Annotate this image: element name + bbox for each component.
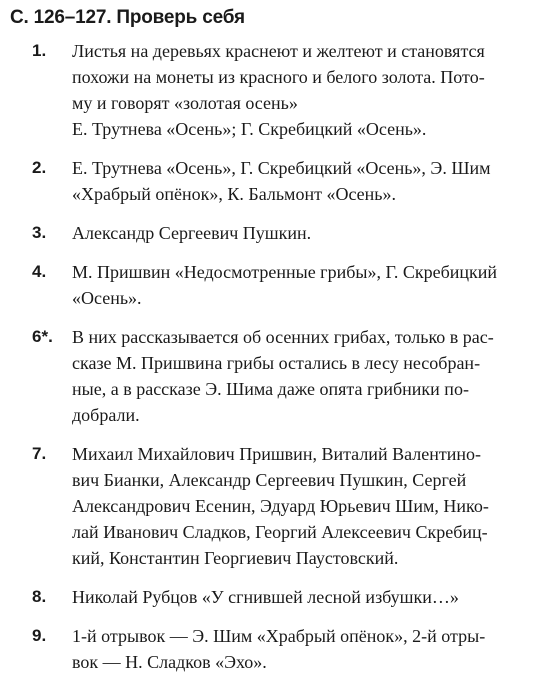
- page-title: С. 126–127. Проверь себя: [10, 7, 245, 28]
- answer-text: [72, 259, 537, 311]
- answer-line: 1-й отрывок — Э. Шим «Храбрый опёнок», 2-й отры-: [72, 626, 486, 646]
- answer-number: 3.: [32, 223, 47, 242]
- answer-line: похожи на монеты из красного и белого золота. Пото-: [72, 67, 485, 87]
- answer-number: 6*.: [32, 327, 53, 346]
- answer-line: В них рассказывается об осенних грибах, только в рас-: [72, 327, 494, 347]
- answer-line: «Осень».: [72, 288, 142, 308]
- answer-line: ные, а в рассказе Э. Шима даже опята грибники по-: [72, 379, 469, 399]
- answer-line: Листья на деревьях краснеют и желтеют и становятся: [72, 41, 485, 61]
- answer-line: Е. Трутнева «Осень», Г. Скребицкий «Осень», Э. Шим: [72, 158, 491, 178]
- answer-line: вич Бианки, Александр Сергеевич Пушкин, Сергей: [72, 470, 467, 490]
- answer-list: [10, 38, 537, 675]
- answer-number: 9.: [32, 626, 47, 645]
- answer-line: кий, Константин Георгиевич Паустовский.: [72, 548, 399, 568]
- answer-text: [72, 38, 537, 142]
- answer-line: Е. Трутнева «Осень»; Г. Скребицкий «Осень».: [72, 119, 427, 139]
- answer-text: [72, 584, 537, 610]
- answer-line: сказе М. Пришвина грибы остались в лесу несобран-: [72, 353, 481, 373]
- answer-item: [10, 155, 537, 207]
- answer-line: вок — Н. Сладков «Эхо».: [72, 652, 267, 672]
- answer-number: 1.: [32, 41, 47, 60]
- answer-number: 8.: [32, 587, 47, 606]
- answer-text: [72, 324, 537, 428]
- answer-line: Михаил Михайлович Пришвин, Виталий Валентино-: [72, 444, 481, 464]
- answer-item: [10, 623, 537, 675]
- answer-number: 4.: [32, 262, 47, 281]
- answer-item: [10, 324, 537, 428]
- answer-number: 7.: [32, 444, 47, 463]
- answer-line: Николай Рубцов «У сгнившей лесной избушки…»: [72, 587, 459, 607]
- answer-line: М. Пришвин «Недосмотренные грибы», Г. Скребицкий: [72, 262, 498, 282]
- answer-line: Александр Сергеевич Пушкин.: [72, 223, 312, 243]
- answer-line: му и говорят «золотая осень»: [72, 93, 298, 113]
- answer-line: «Храбрый опёнок», К. Бальмонт «Осень».: [72, 184, 396, 204]
- answer-text: [72, 623, 537, 675]
- answer-item: [10, 584, 537, 610]
- answer-item: [10, 441, 537, 571]
- answer-line: Александрович Есенин, Эдуард Юрьевич Шим, Нико-: [72, 496, 489, 516]
- answer-number: 2.: [32, 158, 47, 177]
- answer-text: [72, 220, 537, 246]
- answer-line: лай Иванович Сладков, Георгий Алексеевич Скребиц-: [72, 522, 488, 542]
- answer-item: [10, 38, 537, 142]
- answer-item: [10, 220, 537, 246]
- answer-text: [72, 441, 537, 571]
- answer-line: добрали.: [72, 405, 140, 425]
- answer-item: [10, 259, 537, 311]
- answer-text: [72, 155, 537, 207]
